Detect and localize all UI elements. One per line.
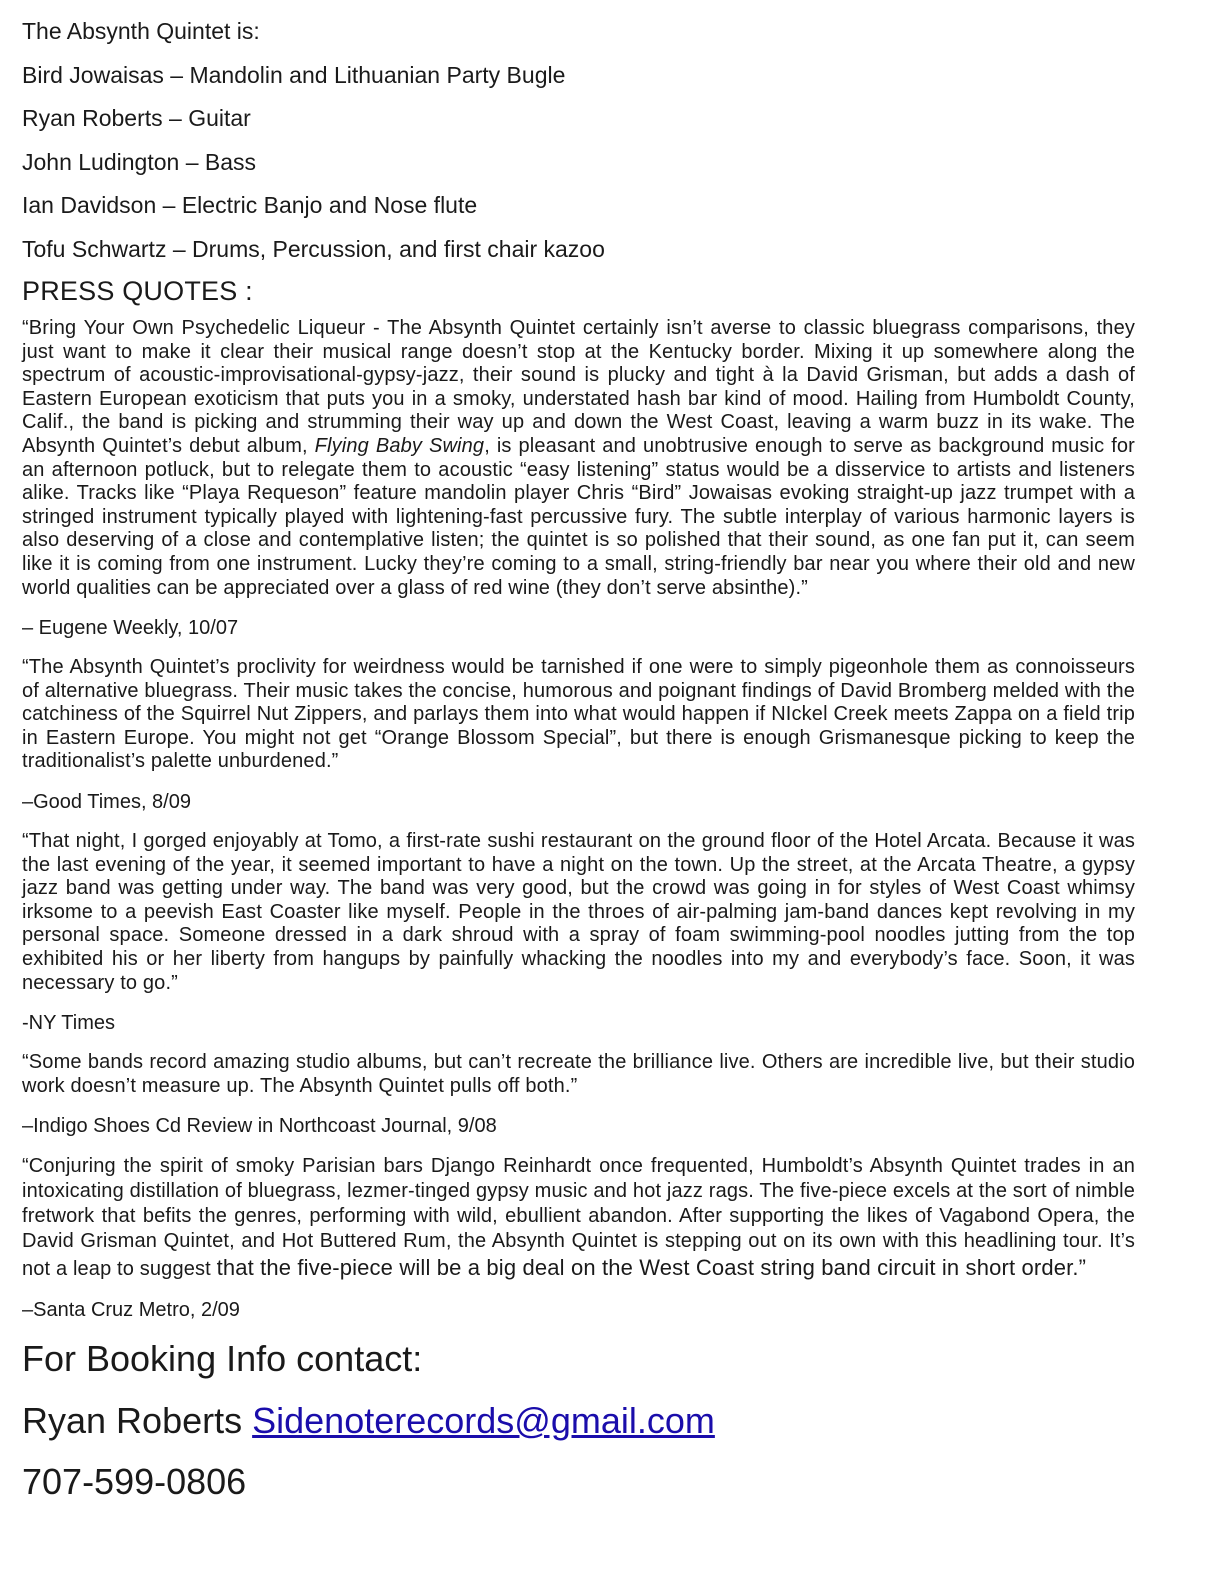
quote-text: “Bring Your Own Psychedelic Liqueur - The Absynth Quintet certainly isn’t averse to classic bluegrass comparisons, they just want to make it clear their musical range doesn’t stop at the Kentucky border. Mixing it up somewhere along the spectrum of acoustic-improvisational-gypsy-jazz, their sound is plucky and tight à la David Grisman, but adds a dash of Eastern European exoticism that puts you in a smoky, understated hash bar kind of mood. Hailing from Humboldt County, Calif., the band is picking and strumming their way up and down the West Coast, leaving a warm buzz in its wake. The Absynth Quintet’s debut album,	[22, 316, 1135, 457]
quintet-intro: The Absynth Quintet is:	[22, 18, 260, 44]
quote-northcoast-journal: “Some bands record amazing studio albums, but can’t recreate the brilliance live. Others are incredible live, but their studio work doesn’t measure up. The Absynth Quintet pulls off both.”	[22, 1051, 1135, 1097]
member-item: Ian Davidson – Electric Banjo and Nose flute	[22, 192, 478, 219]
quote-text-large: that the five-piece will be a big deal on the West Coast string band circuit in short order.”	[216, 1255, 1087, 1281]
contact-phone: 707-599-0806	[22, 1461, 247, 1503]
member-item: Tofu Schwartz – Drums, Percussion, and first chair kazoo	[22, 235, 605, 262]
album-title: Flying Baby Swing	[314, 434, 485, 457]
email-link[interactable]: Sidenoterecords@gmail.com	[252, 1400, 715, 1442]
booking-contact	[22, 1400, 1135, 1442]
quote-text: , is pleasant and unobtrusive enough to serve as background music for an afternoon potluck, but to relegate them to acoustic “easy listening” status would be a disservice to artists and listeners alike. Tracks like “Playa Requeson” feature mandolin player Chris “Bird” Jowaisas evoking straight-up jazz trumpet with a stringed instrument typically played with lightening-fast percussive fury. The subtle interplay of various harmonic layers is also deserving of a close and contemplative listen; the quintet is so polished that their sound, as one fan put it, can seem like it is coming from one instrument. Lucky they’re coming to a small, string-friendly bar near you where their old and new world qualities can be appreciated over a glass of red wine (they don’t serve absinthe).”	[22, 434, 1135, 599]
quote-source: –Indigo Shoes Cd Review in Northcoast Journal, 9/08	[22, 1115, 497, 1138]
member-item: Ryan Roberts – Guitar	[22, 105, 251, 132]
press-quotes-heading: PRESS QUOTES :	[22, 275, 253, 306]
quote-eugene-weekly	[22, 317, 1135, 600]
member-item: John Ludington – Bass	[22, 148, 257, 175]
member-item: Bird Jowaisas – Mandolin and Lithuanian Party Bugle	[22, 61, 566, 88]
quote-ny-times: “That night, I gorged enjoyably at Tomo, a first-rate sushi restaurant on the ground floor of the Hotel Arcata. Because it was the last evening of the year, it seemed important to have a night on the town. Up the street, at the Arcata Theatre, a gypsy jazz band was getting under way. The band was very good, but the crowd was going in for styles of West Coast whimsy irksome to a peevish East Coaster like myself. People in the throes of air-palming jam-band dances kept revolving in my personal space. Someone dressed in a dark shroud with a spray of foam swimming-pool noodles jutting from the top exhibited his or her liberty from hangups by painfully whacking the noodles into my and everybody’s face. Soon, it was necessary to go.”	[22, 830, 1135, 994]
quote-text: “Conjuring the spirit of smoky Parisian bars Django Reinhardt once frequented, Humboldt’s Absynth Quintet trades in an intoxicating distillation of bluegrass, lezmer-tinged gypsy music and hot jazz rags. The five-piece excels at the sort of nimble fretwork that befits the genres, performing with wild, ebullient abandon. After supporting the likes of Vagabond Opera, the David Grisman Quintet, and Hot Buttered Rum, the Absynth Quintet is stepping out on its own with this headlining tour. It’s not a leap to suggest	[22, 1155, 1135, 1281]
quote-source: –Santa Cruz Metro, 2/09	[22, 1299, 240, 1322]
quote-santa-cruz-metro	[22, 1154, 1135, 1282]
member-list	[22, 61, 1135, 263]
booking-heading: For Booking Info contact:	[22, 1338, 423, 1380]
quote-source: -NY Times	[22, 1012, 115, 1035]
quote-source: – Eugene Weekly, 10/07	[22, 617, 239, 640]
quote-good-times: “The Absynth Quintet’s proclivity for weirdness would be tarnished if one were to simply pigeonhole them as connoisseurs of alternative bluegrass. Their music takes the concise, humorous and poignant findings of David Bromberg melded with the catchiness of the Squirrel Nut Zippers, and parlays them into what would happen if NIckel Creek meets Zappa on a field trip in Eastern Europe. You might not get “Orange Blossom Special”, but there is enough Grismanesque picking to keep the traditionalist’s palette unburdened.”	[22, 656, 1135, 773]
quote-source: –Good Times, 8/09	[22, 791, 191, 814]
contact-name: Ryan Roberts	[22, 1400, 243, 1442]
